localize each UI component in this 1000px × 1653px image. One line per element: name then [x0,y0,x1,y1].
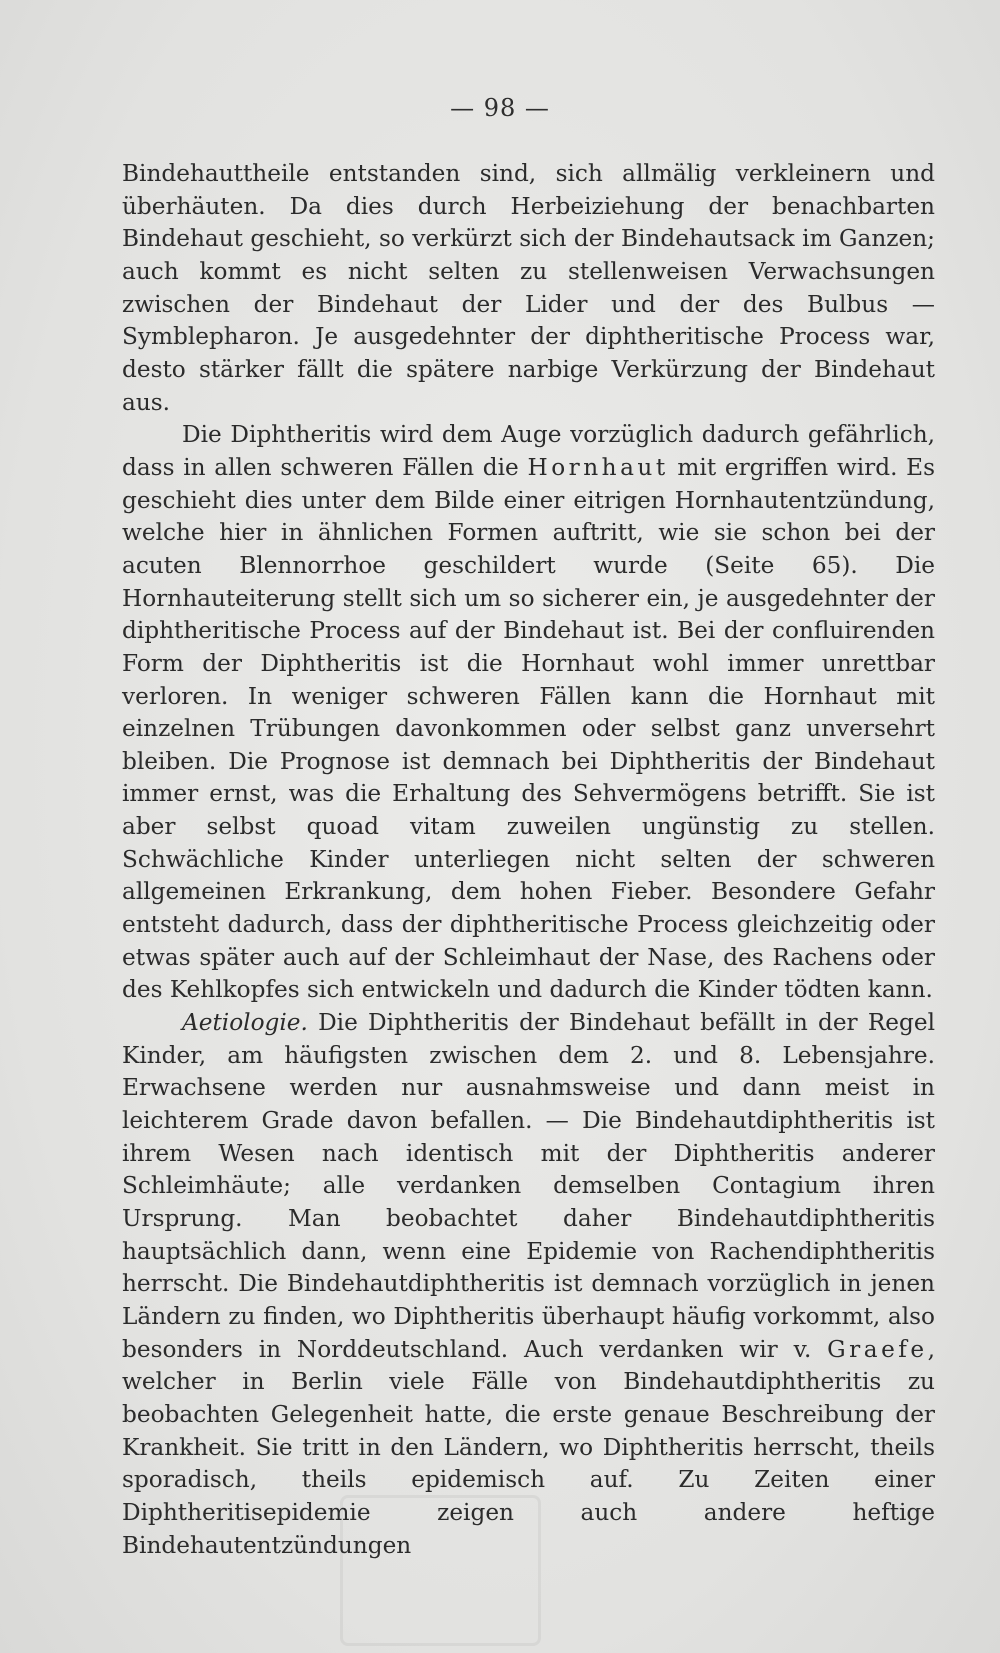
body-text [122,158,935,1562]
paragraph [122,158,935,419]
library-stamp-faint [340,1495,541,1646]
page-number: — 98 — [450,94,550,122]
emphasized-term: Hornhaut [527,453,669,481]
text-run: Bindehauttheile entstanden sind, sich allmälig verkleinern und überhäuten. Da dies durch Herbeiziehung der benachbarten Bindehaut geschieht, so verkürzt sich der Bindehautsack im Ganzen; auch kommt es nicht selten zu stellenweisen Verwachsungen zwischen der Bindehaut der Lider und der des Bulbus — Symblepharon. Je ausgedehnter der diphtheritische Process war, desto stärker fällt die spätere narbige Verkürzung der Bindehaut aus. [122,160,935,416]
paragraph [122,1007,935,1562]
paragraph [122,419,935,1007]
text-run: Die Diphtheritis wird dem Auge vorzüglich dadurch gefährlich, dass in allen schweren Fällen die [122,421,935,481]
text-run: , welcher in Berlin viele Fälle von Bindehautdiphtheritis zu beobachten Gelegenheit hatte, die erste genaue Beschreibung der Krankheit. Sie tritt in den Ländern, wo Diphtheritis herrscht, theils sporadisch, theils epidemisch auf. Zu Zeiten einer Diphtheritisepidemie zeigen auch andere heftige Bindehautentzündungen [122,1335,935,1559]
text-run: Die Diphtheritis der Bindehaut befällt in der Regel Kinder, am häufigsten zwischen dem 2. und 8. Lebensjahre. Erwachsene werden nur ausnahmsweise und dann meist in leichterem Grade davon befallen. — Die Bindehautdiphtheritis ist ihrem Wesen nach identisch mit der Diphtheritis anderer Schleimhäute; alle verdanken demselben Contagium ihren Ursprung. Man beobachtet daher Bindehautdiphtheritis hauptsächlich dann, wenn eine Epidemie von Rachendiphtheritis herrscht. Die Bindehautdiphtheritis ist demnach vorzüglich in jenen Ländern zu finden, wo Diphtheritis überhaupt häufig vorkommt, also besonders in Norddeutschland. Auch verdanken wir v. [122,1009,935,1363]
emphasized-name: Graefe [827,1335,928,1363]
section-heading-inline: Aetiologie. [182,1009,308,1037]
text-run: mit ergriffen wird. Es geschieht dies unter dem Bilde einer eitrigen Hornhautentzündung, welche hier in ähnlichen Formen auftritt, wie sie schon bei der acuten Blennorrhoe geschildert wurde (Seite 65). Die Hornhauteiterung stellt sich um so sicherer ein, je ausgedehnter der diphtheritische Process auf der Bindehaut ist. Bei der confluirenden Form der Diphtheritis ist die Hornhaut wohl immer unrettbar verloren. In weniger schweren Fällen kann die Hornhaut mit einzelnen Trübungen davonkommen oder selbst ganz unversehrt bleiben. Die Prognose ist demnach bei Diphtheritis der Bindehaut immer ernst, was die Erhaltung des Sehvermögens betrifft. Sie ist aber selbst quoad vitam zuweilen ungünstig zu stellen. Schwächliche Kinder unterliegen nicht selten der schweren allgemeinen Erkrankung, dem hohen Fieber. Besondere Gefahr entsteht dadurch, dass der diphtheritische Process gleichzeitig oder etwas später auch auf der Schleimhaut der Nase, des Rachens oder des Kehlkopfes sich entwickeln und dadurch die Kinder tödten kann. [122,453,936,1004]
